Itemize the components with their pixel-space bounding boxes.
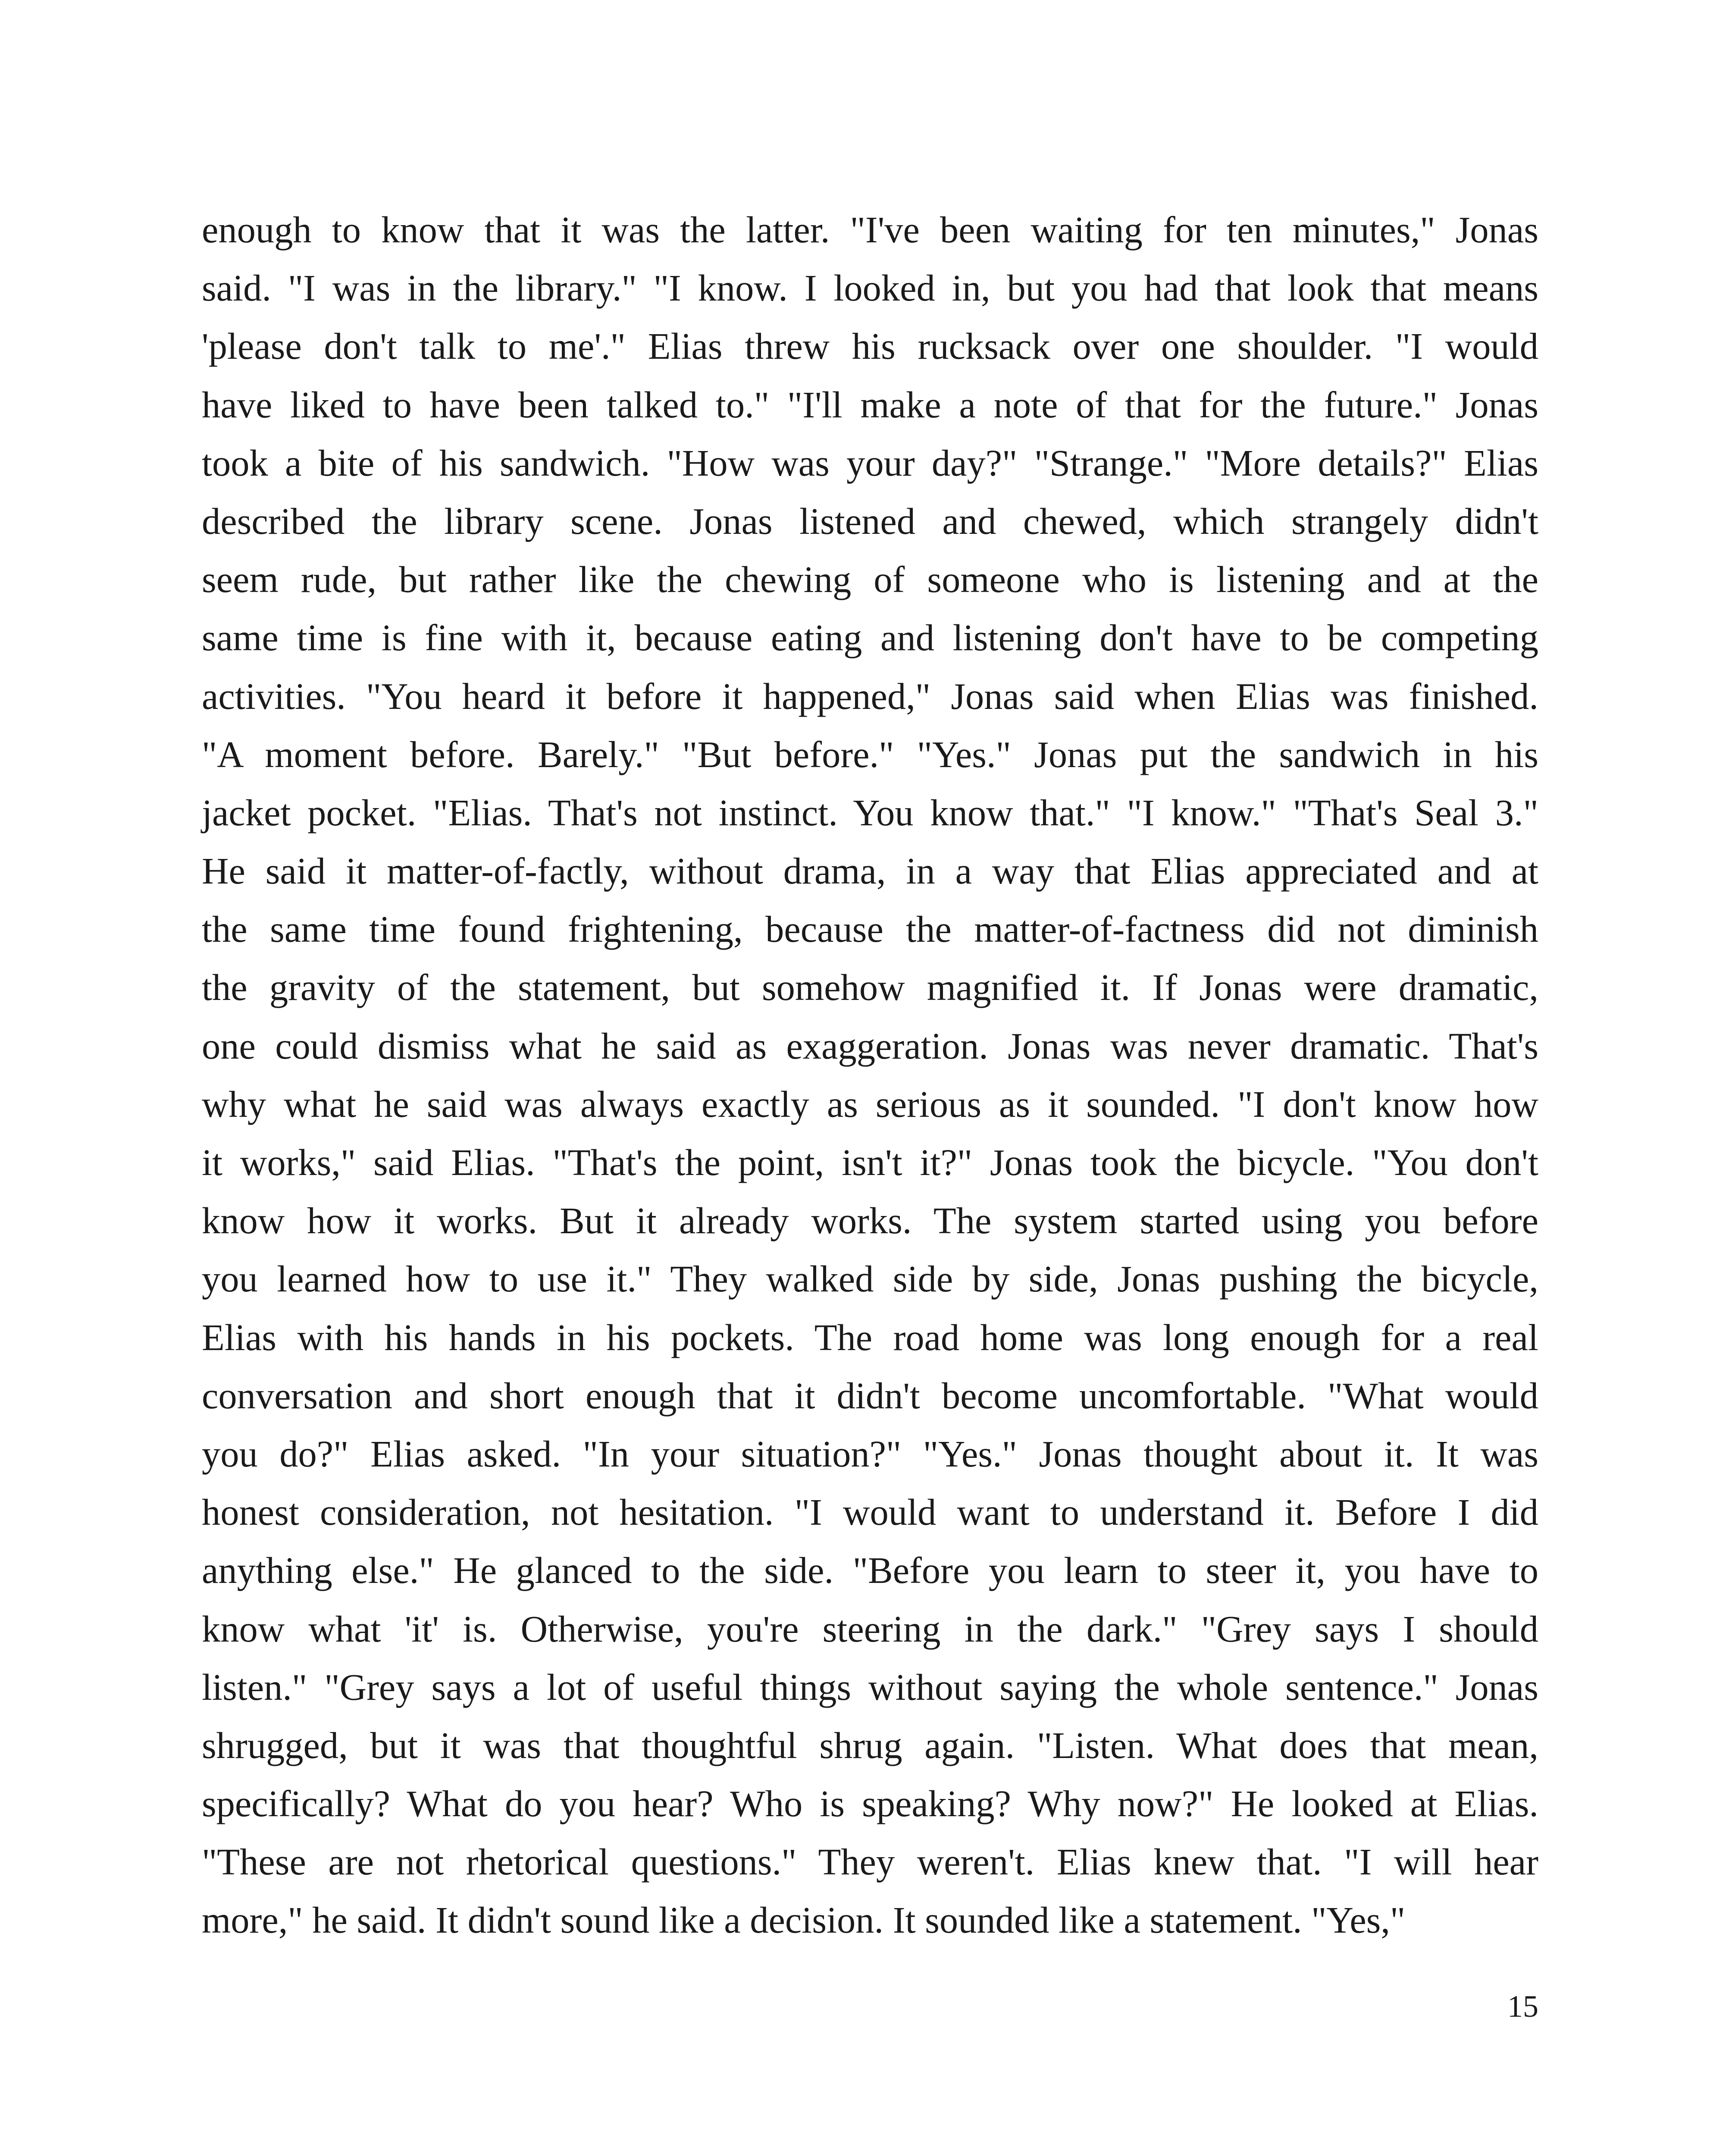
text-line: know how it works. But it already works. The system started using you before [202, 1200, 1538, 1242]
body-text [202, 201, 1538, 1950]
text-line: shrugged, but it was that thoughtful shrug again. "Listen. What does that mean, [202, 1724, 1538, 1766]
text-line: said. "I was in the library." "I know. I looked in, but you had that look that means [202, 267, 1538, 309]
text-line: you learned how to use it." They walked side by side, Jonas pushing the bicycle, [202, 1258, 1538, 1300]
text-line: anything else." He glanced to the side. "Before you learn to steer it, you have to [202, 1550, 1538, 1592]
text-line: He said it matter-of-factly, without drama, in a way that Elias appreciated and at [202, 850, 1538, 892]
text-line: listen." "Grey says a lot of useful things without saying the whole sentence." Jonas [202, 1666, 1538, 1708]
text-line: "These are not rhetorical questions." They weren't. Elias knew that. "I will hear [202, 1841, 1538, 1883]
text-line: seem rude, but rather like the chewing of someone who is listening and at the [202, 559, 1538, 601]
text-line: more," he said. It didn't sound like a decision. It sounded like a statement. "Yes," [202, 1899, 1406, 1941]
text-line: took a bite of his sandwich. "How was your day?" "Strange." "More details?" Elias [202, 442, 1538, 484]
text-line: the gravity of the statement, but somehow magnified it. If Jonas were dramatic, [202, 967, 1538, 1009]
text-line: 'please don't talk to me'." Elias threw his rucksack over one shoulder. "I would [202, 326, 1538, 367]
text-line: have liked to have been talked to." "I'll make a note of that for the future." Jonas [202, 384, 1538, 426]
text-line: the same time found frightening, because the matter-of-factness did not diminish [202, 909, 1538, 950]
text-line: why what he said was always exactly as serious as it sounded. "I don't know how [202, 1083, 1538, 1125]
text-line: conversation and short enough that it didn't become uncomfortable. "What would [202, 1375, 1538, 1416]
text-line: enough to know that it was the latter. "I've been waiting for ten minutes," Jonas [202, 209, 1538, 251]
text-line: it works," said Elias. "That's the point, isn't it?" Jonas took the bicycle. "You don't [202, 1142, 1538, 1183]
text-line: one could dismiss what he said as exaggeration. Jonas was never dramatic. That's [202, 1025, 1538, 1067]
page-number: 15 [1507, 1989, 1538, 2024]
text-line: same time is fine with it, because eating and listening don't have to be competing [202, 617, 1538, 659]
text-line: Elias with his hands in his pockets. The road home was long enough for a real [202, 1316, 1538, 1358]
text-line: activities. "You heard it before it happened," Jonas said when Elias was finished. [202, 675, 1538, 717]
text-line: know what 'it' is. Otherwise, you're steering in the dark." "Grey says I should [202, 1608, 1538, 1650]
text-line: specifically? What do you hear? Who is speaking? Why now?" He looked at Elias. [202, 1783, 1538, 1825]
text-line: you do?" Elias asked. "In your situation?" "Yes." Jonas thought about it. It was [202, 1433, 1538, 1475]
text-line: "A moment before. Barely." "But before." "Yes." Jonas put the sandwich in his [202, 733, 1538, 775]
text-line: jacket pocket. "Elias. That's not instinct. You know that." "I know." "That's Seal 3." [202, 792, 1538, 834]
text-line: honest consideration, not hesitation. "I would want to understand it. Before I did [202, 1492, 1538, 1533]
text-line: described the library scene. Jonas listened and chewed, which strangely didn't [202, 500, 1538, 542]
